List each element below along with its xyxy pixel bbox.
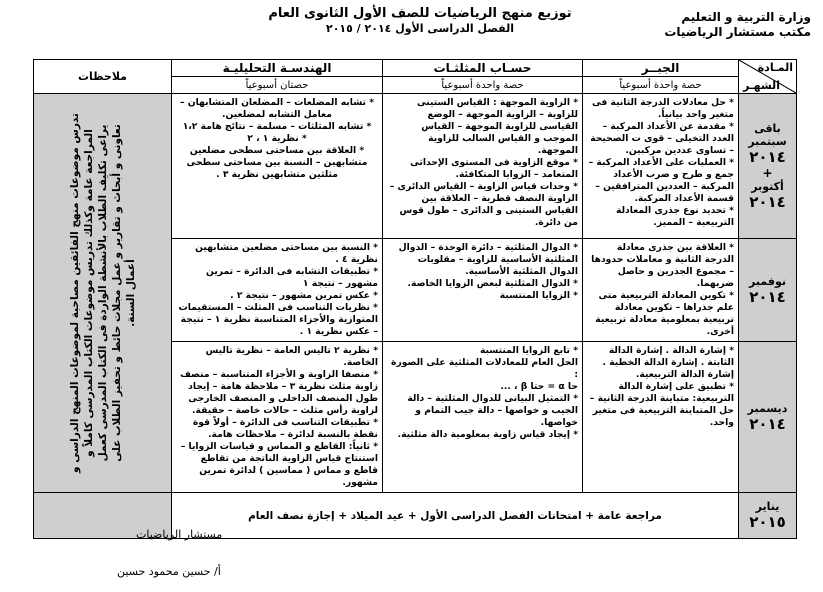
signature-role: مستشار الرياضيات — [136, 528, 223, 541]
trig-periods: حصة واحدة أسبوعياً — [383, 77, 583, 94]
month-plus: + — [762, 165, 773, 180]
subject-label: المـادة — [757, 61, 793, 74]
month-year: ٢٠١٤ — [749, 287, 786, 306]
month-name: يناير — [755, 500, 780, 513]
month-year: ٢٠١٤ — [749, 414, 786, 433]
table-row — [34, 94, 797, 239]
curriculum-table — [33, 59, 797, 539]
algebra-periods: حصة واحدة أسبوعياً — [583, 77, 739, 94]
page-title: توزيع منهج الرياضيات للصف الأول الثانوى العام — [268, 6, 572, 21]
month-cell-dec — [739, 342, 797, 493]
month-year: ٢٠١٥ — [749, 513, 786, 531]
month-name-2: أكتوبر — [751, 179, 784, 193]
month-name: ديسمبر — [747, 401, 788, 415]
algebra-cell: * العلاقة بين جذرى معادلة الدرجة الثانية و معاملات حدودها – مجموع الجذرين و حاصل ضربهما. * تكوين المعادلة التربيعية متى علم جذراها – تكوين معادلة تربيعية بمعلومية معادلة تربيعية أخرى. — [583, 239, 739, 342]
column-header-trig: حسـاب المثلثـات — [383, 60, 583, 77]
page-subtitle: الفصل الدراسى الأول ٢٠١٤ / ٢٠١٥ — [325, 22, 515, 35]
column-header-algebra: الجبــر — [583, 60, 739, 77]
column-header-geometry: الهندسـة التحليليـة — [172, 60, 383, 77]
month-cell-nov — [739, 239, 797, 342]
header-title-block — [255, 6, 585, 36]
month-name: باقى سبتمبر — [748, 121, 787, 148]
ministry-name: وزارة التربية و التعليم — [681, 10, 811, 24]
month-label: الشهـر — [743, 79, 780, 92]
month-year-2: ٢٠١٤ — [749, 192, 786, 211]
geometry-cell: * النسبة بين مساحتى مضلعين متشابهين نظرية ٤ . * تطبيقات التشابه فى الدائرة – تمرين مشهور – نتيجة ١ * عكس تمرين مشهور – نتيجة ٢ . * نظريات التناسب فى المثلث – المستقيمات المتوازية والأجزاء المتناسبة نظرية ١ – نتيجة – عكس نظرية ١ . — [172, 239, 383, 342]
geometry-cell: * نظرية ٢ تاليس العامة – نظرية تاليس الخاصة. * منصفا الزاوية و الأجزاء المتناسبة – منصف زاوية مثلث نظرية ٣ – ملاحظة هامة – إيجاد طول المنصف الداخلى و المنصف الخارجى لزاوية رأس مثلث – حالات خاصة – حقيقة. * تطبيقات التناسب فى الدائرة – أولاً قوة نقطة بالنسبة لدائرة – ملاحظات هامة. * ثانياً: القاطع و المماس و قياسات الزوايا – استنتاج قياس الزاوية الناتجة من تقاطع قاطع و مماس ( مماسين ) لدائرة تمرين مشهور. — [172, 342, 383, 493]
month-cell-sep-oct — [739, 94, 797, 239]
geometry-cell: * تشابه المضلعات – المضلعان المتشابهان – معامل التشابه لمضلعين. * تشابه المثلثات – مسلمة – نتائج هامة ١،٢ * نظرية ١ ، ٢ * العلاقة بين مساحتى سطحى مضلعين متشابهين – النسبة بين مساحتى سطحى مثلثين متشابهين نظرية ٣ . — [172, 94, 383, 239]
month-year: ٢٠١٤ — [749, 147, 786, 166]
trig-cell: * الزاوية الموجهة : القياس الستينى للزاوية – الزاوية الموجهة – الوضع القياسى للزاوية الموجهة – القياس الموجب و القياس السالب للزاوية الموجهة. * موقع الزاوية فى المستوى الإحداثى المتعامد – الزوايا المتكافئة. * وحدات قياس الزاوية – القياس الدائرى – الزاوية النصف قطرية – العلاقة بين القياس الستينى و الدائرى – طول قوس من دائرة. — [383, 94, 583, 239]
column-header-notes: ملاحظات — [34, 60, 172, 94]
algebra-cell: * إشارة الدالة . إشارة الدالة الثابتة . إشارة الدالة الخطية . إشارة الدالة التربيعية. * تطبيق على إشارة الدالة التربيعية: متباينة الدرجة الثانية – حل المتباينة التربيعية فى متغير واحد. — [583, 342, 739, 493]
header-ministry-block — [664, 10, 811, 40]
trig-cell: * تابع الزوايا المنتسبة الحل العام للمعادلات المثلثية على الصورة : حا α = حتا β ، ... * التمثيل البيانى للدوال المثلثية – دالة الجيب و خواصها – دالة جيب التمام و خواصها. * إيجاد قياس زاوية بمعلومية دالة مثلثية. — [383, 342, 583, 493]
office-name: مكتب مستشار الرياضيات — [664, 25, 811, 39]
table-corner-header — [739, 60, 797, 94]
month-name: نوفمبر — [749, 274, 786, 288]
geometry-periods: حصتان أسبوعياً — [172, 77, 383, 94]
notes-text: تدرس موضوعات منهج الفائقين مصاحبة لموضوعات المنهج الدراسى و المراجعة عامة وكذلك تدريس موضوعات الكتاب المدرسى كاملاً و يراعى تكليف الطلاب بالأنشطة الواردة فى الكتاب المدرسى كعمل تعاونى و أبحاث و تقارير و عمل مجلات حائط و تحفيز الطلاب على أعمال السنة. — [68, 113, 137, 473]
month-cell-jan — [739, 493, 797, 539]
notes-cell — [34, 94, 172, 493]
trig-cell: * الدوال المثلثية – دائرة الوحدة – الدوال المثلثية الأساسية للزاوية – مقلوبات الدوال المثلثية الأساسية. * الدوال المثلثية لبعض الزوايا الخاصة. * الزوايا المنتسبة — [383, 239, 583, 342]
january-summary: مراجعة عامة + امتحانات الفصل الدراسى الأول + عيد الميلاد + إجازة نصف العام — [172, 493, 739, 539]
algebra-cell: * حل معادلات الدرجة الثانية فى متغير واحد بيانياً. * مقدمة عن الأعداد المركبة – العدد التخيلى – قوى ت الصحيحة – تساوى عددين مركبين. * العمليات على الأعداد المركبة – جمع و طرح و ضرب الأعداد المركبة – العددين المترافقين – قسمة الأعداد المركبة. * تحديد نوع جذرى المعادلة التربيعية – المميز. — [583, 94, 739, 239]
signature-name: أ/ حسين محمود حسين — [117, 565, 221, 578]
